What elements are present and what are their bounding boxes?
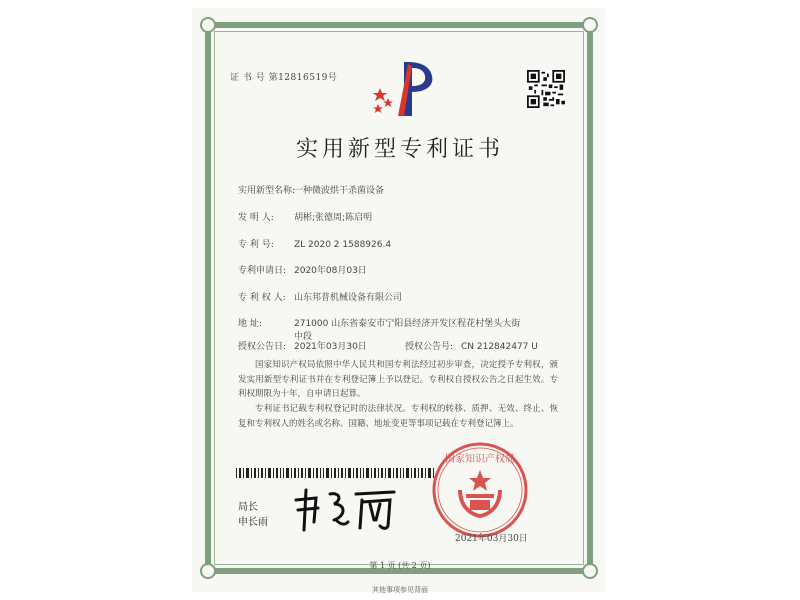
field-value: 胡彬;张德周;陈启明: [294, 213, 373, 223]
field-address: [238, 316, 520, 329]
field-label: 发 明 人:: [238, 213, 274, 223]
certificate-statement: 国家知识产权局依照中华人民共和国专利法经过初步审查，决定授予专利权，颁发实用新型专利证书并在专利登记簿上予以登记。专利权自授权公告之日起生效。专利权期限为十年，自申请日起算。: [238, 360, 558, 399]
barcode-icon: [236, 468, 436, 478]
field-value: CN 212842477 U: [461, 342, 538, 352]
field-value: 中段: [294, 332, 313, 342]
field-inventors: [238, 210, 372, 223]
director-signature: [290, 486, 400, 534]
field-value: 山东邦普机械设备有限公司: [294, 293, 403, 303]
official-seal-icon: [430, 440, 530, 540]
field-application-date: [238, 263, 367, 276]
legal-status-note: 专利证书记载专利权登记时的法律状况。专利权的转移、质押、无效、终止、恢复和专利权人的姓名或名称、国籍、地址变更等事项记载在专利登记簿上。: [238, 404, 558, 429]
certificate-number: 证 书 号 第12816519号: [230, 73, 338, 83]
field-patentee: [238, 290, 402, 303]
page-number: 第 1 页 (共 2 页): [369, 561, 431, 570]
field-label: 专利申请日:: [238, 266, 287, 276]
field-value: 一种微波烘干杀菌设备: [294, 186, 385, 196]
field-label: 实用新型名称:: [238, 186, 296, 196]
director-name: 申长雨: [238, 517, 268, 528]
seal-date: 2021年03月30日: [455, 534, 528, 544]
field-value: 2020年08月03日: [294, 266, 367, 276]
patent-office-logo-icon: [368, 58, 438, 120]
field-label: 地 址:: [238, 319, 262, 329]
field-grant-number: [405, 339, 538, 352]
field-utility-model-name: [238, 183, 384, 196]
field-label: 授权公告号:: [405, 342, 454, 352]
director-title: 局长: [238, 502, 258, 513]
footer-note: 其他事项参见背面: [372, 586, 428, 594]
field-label: 专 利 号:: [238, 240, 274, 250]
field-value: ZL 2020 2 1588926.4: [294, 240, 392, 250]
qr-code-icon: [527, 70, 565, 108]
field-grant-date: [238, 339, 367, 352]
corner-ornament-icon: [200, 17, 216, 33]
corner-ornament-icon: [582, 17, 598, 33]
field-patent-number: [238, 237, 391, 250]
seal-text: 国家知识产权局: [445, 454, 515, 465]
field-label: 专 利 权 人:: [238, 293, 286, 303]
certificate-title: 实用新型专利证书: [295, 137, 504, 162]
field-label: 授权公告日:: [238, 342, 287, 352]
field-value: 2021年03月30日: [294, 342, 367, 352]
field-value: 271000 山东省泰安市宁阳县经济开发区程花村堡头大街: [294, 319, 521, 329]
